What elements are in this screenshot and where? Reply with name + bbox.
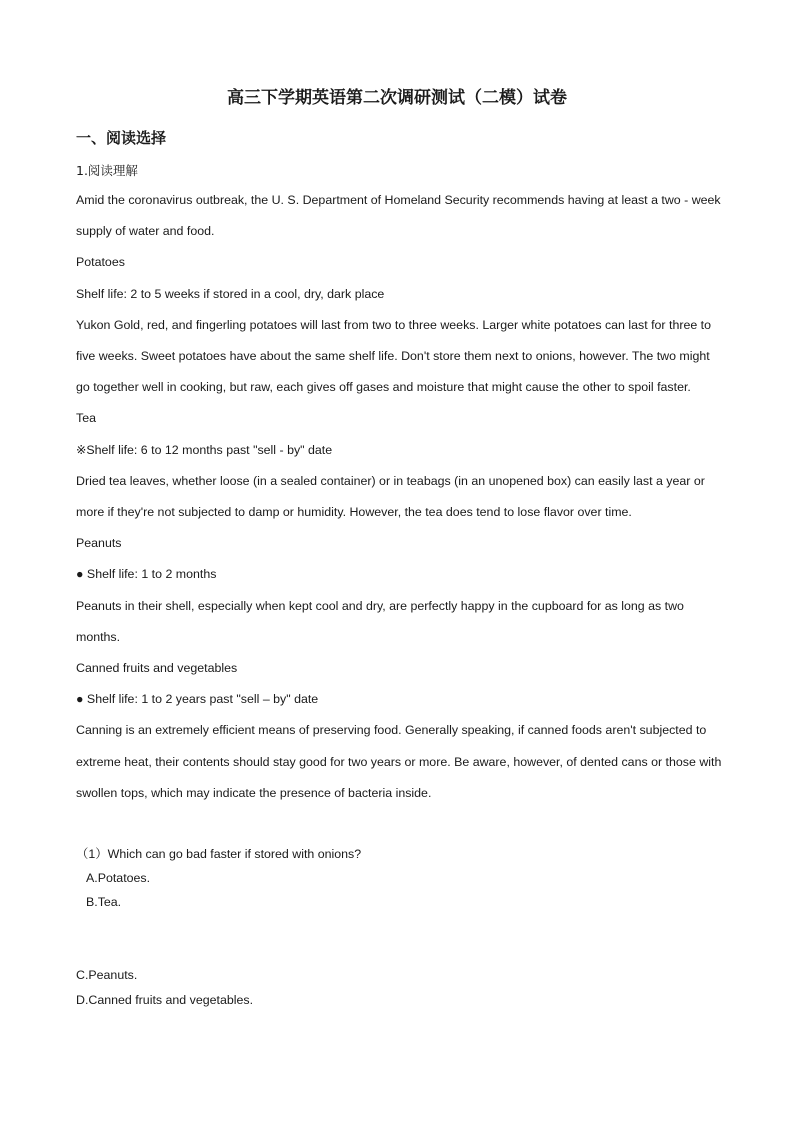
question-block xyxy=(76,842,724,914)
item-shelf-tea: ※Shelf life: 6 to 12 months past "sell - by" date xyxy=(76,442,333,457)
item-name-canned: Canned fruits and vegetables xyxy=(76,661,238,676)
item-name-peanuts: Peanuts xyxy=(76,536,122,551)
reading-passage xyxy=(76,185,724,809)
item-desc-peanuts: Peanuts in their shell, especially when kept cool and dry, are perfectly happy in the cupboard for as long as two months. xyxy=(76,598,684,644)
item-desc-potatoes: Yukon Gold, red, and fingerling potatoes will last from two to three weeks. Larger white potatoes can last for three to five weeks. Sweet potatoes have about the same shelf life. Don't store them next to onions, however. The two might go together well in cooking, but raw, each gives off gases and moisture that might cause the other to spoil faster. xyxy=(76,317,712,395)
section-heading: 一、阅读选择 xyxy=(76,129,167,147)
option-b[interactable]: B.Tea. xyxy=(86,895,122,909)
option-c[interactable]: C.Peanuts. xyxy=(76,968,138,982)
item-shelf-peanuts: ● Shelf life: 1 to 2 months xyxy=(76,567,217,582)
question-options-lower xyxy=(76,963,724,1013)
page-title: 高三下学期英语第二次调研测试（二模）试卷 xyxy=(227,88,567,108)
item-desc-tea: Dried tea leaves, whether loose (in a sealed container) or in teabags (in an unopened box) can easily last a year or more if they're not subjected to damp or humidity. However, the tea does tend to lose flavor over time. xyxy=(76,473,705,520)
item-desc-canned: Canning is an extremely efficient means of preserving food. Generally speaking, if canned foods aren't subjected to extreme heat, their contents should stay good for two years or more. Be aware, however, of dented cans or those with swollen tops, which may indicate the presence of bacteria inside. xyxy=(76,723,722,800)
item-name-potatoes: Potatoes xyxy=(76,255,125,270)
item-name-tea: Tea xyxy=(76,411,96,426)
question-stem: （1）Which can go bad faster if stored with onions? xyxy=(76,847,362,861)
subsection-heading: 1.阅读理解 xyxy=(76,163,138,178)
passage-intro: Amid the coronavirus outbreak, the U. S. Department of Homeland Security recommends having at least a two - week supply of water and food. xyxy=(76,193,721,239)
item-shelf-potatoes: Shelf life: 2 to 5 weeks if stored in a cool, dry, dark place xyxy=(76,286,385,301)
option-d[interactable]: D.Canned fruits and vegetables. xyxy=(76,993,254,1007)
option-a[interactable]: A.Potatoes. xyxy=(86,871,151,885)
item-shelf-canned: ● Shelf life: 1 to 2 years past "sell – by" date xyxy=(76,692,319,707)
